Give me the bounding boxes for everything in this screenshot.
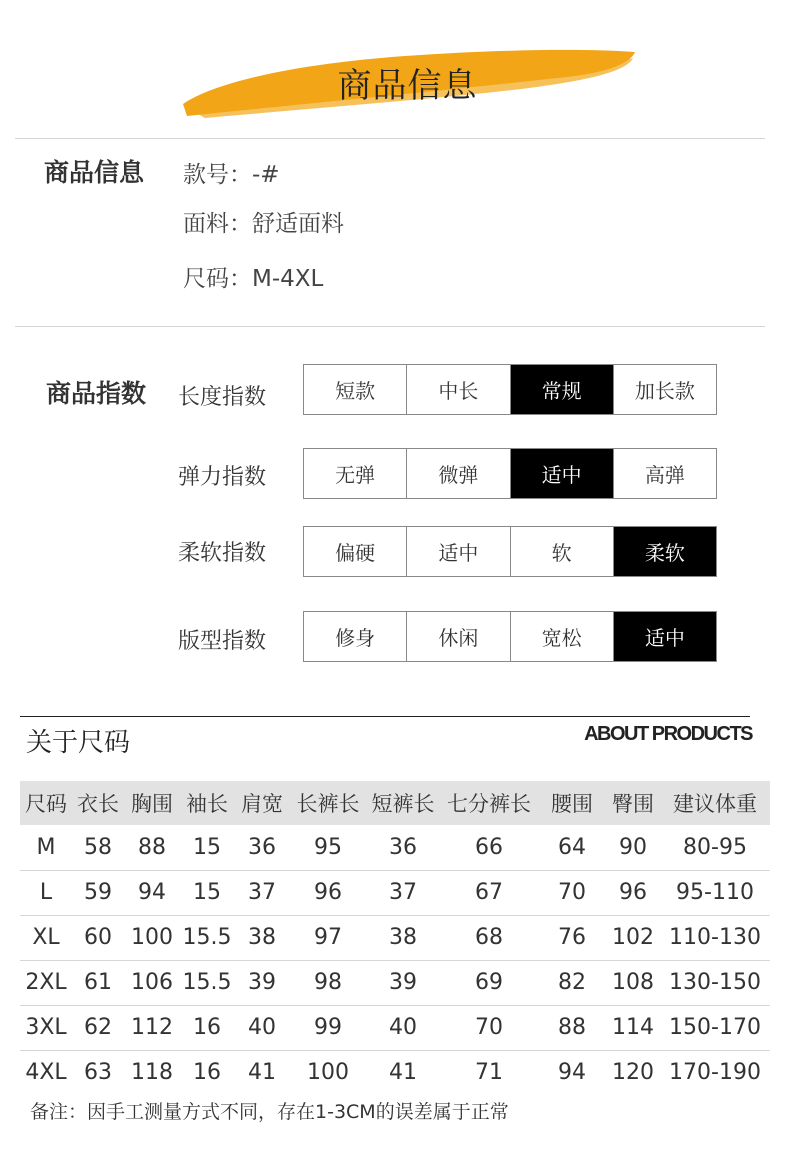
table-cell: 59 <box>72 870 124 915</box>
divider <box>15 326 765 327</box>
table-cell: 118 <box>131 1060 173 1086</box>
table-cell: 94 <box>124 870 180 915</box>
table-cell: XL <box>20 915 72 960</box>
style-number-line: 款号：-# <box>183 162 280 188</box>
column-header: 衣长 <box>72 781 124 825</box>
elasticity-option: 微弹 <box>406 449 509 498</box>
table-cell: 62 <box>72 1005 124 1050</box>
table-cell: 15 <box>180 825 234 870</box>
table-cell: 16 <box>180 1005 234 1050</box>
table-row <box>20 825 770 870</box>
elasticity-index-scale <box>303 448 717 499</box>
size-chart-table <box>20 781 770 1095</box>
table-cell: 3XL <box>20 1005 72 1050</box>
length-option: 加长款 <box>613 365 716 414</box>
softness-index-label: 柔软指数 <box>178 541 267 566</box>
fit-index-label: 版型指数 <box>178 629 267 654</box>
column-header: 建议体重 <box>660 781 770 825</box>
fit-option: 休闲 <box>406 612 509 661</box>
table-cell: 40 <box>366 1005 440 1050</box>
table-cell: 70 <box>440 1005 538 1050</box>
table-cell: 58 <box>72 825 124 870</box>
table-cell: M <box>20 825 72 870</box>
size-section-subtitle: ABOUT PRODUCTS <box>584 723 752 745</box>
table-cell: 102 <box>606 915 660 960</box>
table-row <box>20 960 770 1005</box>
table-cell: L <box>20 870 72 915</box>
fit-option-selected: 适中 <box>613 612 716 661</box>
elasticity-index-label: 弹力指数 <box>178 465 267 490</box>
table-cell: 16 <box>193 1060 221 1086</box>
length-option: 中长 <box>406 365 509 414</box>
column-header: 臀围 <box>606 781 660 825</box>
table-cell: 95-110 <box>660 870 770 915</box>
table-cell: 76 <box>538 915 606 960</box>
header-banner <box>175 42 640 122</box>
table-cell: 96 <box>290 870 366 915</box>
table-row <box>20 870 770 915</box>
table-cell: 100 <box>124 915 180 960</box>
table-cell: 88 <box>124 825 180 870</box>
elasticity-option: 无弹 <box>304 449 406 498</box>
table-cell: 108 <box>606 960 660 1005</box>
column-header: 短裤长 <box>366 781 440 825</box>
fit-index-scale <box>303 611 717 662</box>
table-cell: 150-170 <box>660 1005 770 1050</box>
table-cell: 98 <box>290 960 366 1005</box>
table-cell: 71 <box>475 1060 503 1086</box>
fit-option: 修身 <box>304 612 406 661</box>
length-option: 短款 <box>304 365 406 414</box>
banner-title: 商品信息 <box>337 66 478 106</box>
table-cell: 37 <box>366 870 440 915</box>
table-cell: 96 <box>606 870 660 915</box>
table-cell: 36 <box>366 825 440 870</box>
table-cell: 4XL <box>25 1060 67 1086</box>
column-header: 腰围 <box>538 781 606 825</box>
softness-option: 软 <box>510 527 613 576</box>
table-cell: 99 <box>290 1005 366 1050</box>
table-cell: 64 <box>538 825 606 870</box>
column-header: 胸围 <box>124 781 180 825</box>
product-info-label: 商品信息 <box>44 158 145 187</box>
table-cell: 80-95 <box>660 825 770 870</box>
column-header: 七分裤长 <box>440 781 538 825</box>
elasticity-option: 高弹 <box>613 449 716 498</box>
table-cell: 95 <box>290 825 366 870</box>
table-cell: 63 <box>84 1060 112 1086</box>
table-cell: 37 <box>234 870 290 915</box>
column-header: 肩宽 <box>234 781 290 825</box>
table-cell: 15 <box>180 870 234 915</box>
table-cell: 66 <box>440 825 538 870</box>
elasticity-option-selected: 适中 <box>510 449 613 498</box>
column-header: 长裤长 <box>290 781 366 825</box>
fabric-line: 面料：舒适面料 <box>183 211 344 237</box>
measurement-note: 备注：因手工测量方式不同，存在1-3CM的误差属于正常 <box>30 1101 509 1123</box>
table-cell: 90 <box>606 825 660 870</box>
table-cell: 69 <box>440 960 538 1005</box>
table-cell: 120 <box>612 1060 654 1086</box>
length-option-selected: 常规 <box>510 365 613 414</box>
table-cell: 114 <box>606 1005 660 1050</box>
table-row <box>20 915 770 960</box>
softness-option-selected: 柔软 <box>613 527 716 576</box>
softness-option: 偏硬 <box>304 527 406 576</box>
table-cell: 15.5 <box>180 915 234 960</box>
divider <box>15 138 765 139</box>
table-cell: 110-130 <box>660 915 770 960</box>
table-cell: 38 <box>234 915 290 960</box>
table-cell: 70 <box>538 870 606 915</box>
size-section-title: 关于尺码 <box>26 728 131 758</box>
length-index-label: 长度指数 <box>178 385 267 410</box>
table-cell: 170-190 <box>669 1060 761 1086</box>
size-section-divider <box>20 716 750 717</box>
table-cell: 40 <box>234 1005 290 1050</box>
table-cell: 82 <box>538 960 606 1005</box>
length-index-scale <box>303 364 717 415</box>
table-cell: 106 <box>124 960 180 1005</box>
table-cell: 39 <box>366 960 440 1005</box>
size-range-line: 尺码：M-4XL <box>183 266 324 292</box>
table-cell: 67 <box>440 870 538 915</box>
column-header: 袖长 <box>180 781 234 825</box>
table-cell: 38 <box>366 915 440 960</box>
table-cell: 2XL <box>20 960 72 1005</box>
table-cell: 61 <box>72 960 124 1005</box>
table-cell: 88 <box>538 1005 606 1050</box>
table-cell: 100 <box>307 1060 349 1086</box>
table-cell: 97 <box>290 915 366 960</box>
softness-option: 适中 <box>406 527 509 576</box>
table-cell: 68 <box>440 915 538 960</box>
table-cell: 36 <box>234 825 290 870</box>
table-row <box>20 1050 770 1095</box>
softness-index-scale <box>303 526 717 577</box>
table-cell: 41 <box>248 1060 276 1086</box>
table-cell: 39 <box>234 960 290 1005</box>
table-cell: 94 <box>558 1060 586 1086</box>
column-header: 尺码 <box>20 781 72 825</box>
table-cell: 130-150 <box>660 960 770 1005</box>
table-cell: 60 <box>72 915 124 960</box>
product-index-label: 商品指数 <box>46 379 147 408</box>
table-cell: 15.5 <box>180 960 234 1005</box>
table-cell: 112 <box>124 1005 180 1050</box>
table-row <box>20 1005 770 1050</box>
size-table-header <box>20 781 770 825</box>
fit-option: 宽松 <box>510 612 613 661</box>
table-cell: 41 <box>389 1060 417 1086</box>
